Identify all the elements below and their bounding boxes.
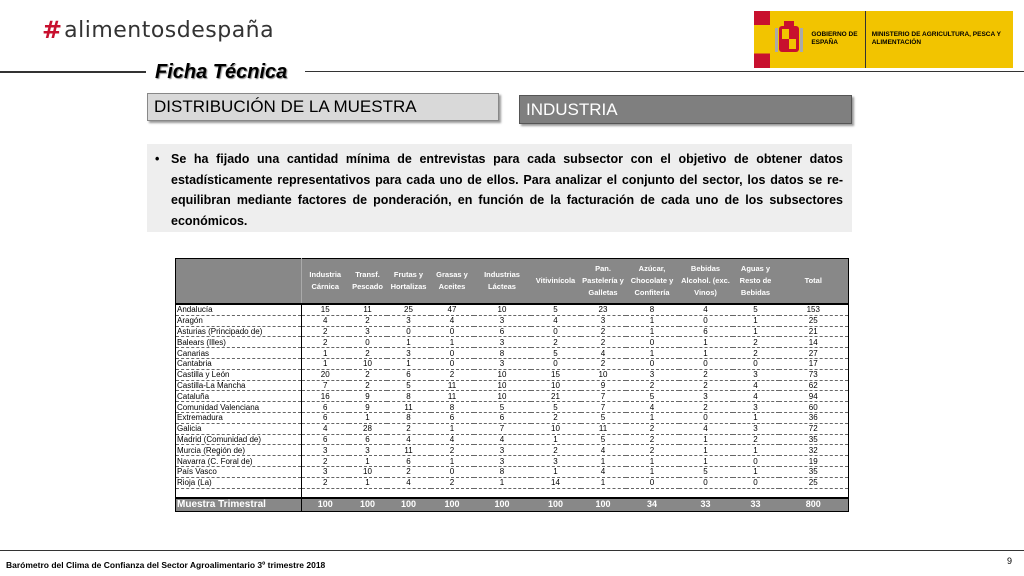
column-header: Grasas y Aceites <box>431 259 474 305</box>
value-cell: 10 <box>349 466 387 477</box>
value-cell: 33 <box>679 498 733 512</box>
value-cell: 8 <box>387 391 431 402</box>
value-cell: 8 <box>387 412 431 423</box>
value-cell: 3 <box>387 348 431 359</box>
spacer-cell <box>431 488 474 498</box>
region-cell: Asturias (Principado de) <box>176 326 302 337</box>
value-cell: 2 <box>626 423 679 434</box>
value-cell: 4 <box>581 348 626 359</box>
value-cell: 2 <box>581 326 626 337</box>
table-row <box>176 391 849 402</box>
footer-text: Barómetro del Clima de Confianza del Sector Agroalimentario 3º trimestre 2018 <box>6 560 326 570</box>
spacer-cell <box>733 488 779 498</box>
value-cell: 34 <box>626 498 679 512</box>
spacer-cell <box>679 488 733 498</box>
value-cell: 5 <box>733 304 779 315</box>
value-cell: 1 <box>626 466 679 477</box>
value-cell: 2 <box>626 434 679 445</box>
value-cell: 10 <box>474 391 531 402</box>
region-cell: Castilla-La Mancha <box>176 380 302 391</box>
value-cell: 3 <box>733 369 779 380</box>
value-cell: 60 <box>779 402 849 413</box>
table-row <box>176 337 849 348</box>
value-cell: 10 <box>474 369 531 380</box>
table-row <box>176 380 849 391</box>
value-cell: 2 <box>679 369 733 380</box>
value-cell: 7 <box>581 391 626 402</box>
value-cell: 3 <box>474 358 531 369</box>
value-cell: 9 <box>349 402 387 413</box>
value-cell: 1 <box>302 348 349 359</box>
value-cell: 2 <box>302 326 349 337</box>
value-cell: 5 <box>626 391 679 402</box>
value-cell: 1 <box>679 348 733 359</box>
value-cell: 3 <box>733 423 779 434</box>
value-cell: 0 <box>626 477 679 488</box>
value-cell: 2 <box>733 348 779 359</box>
value-cell: 2 <box>531 445 581 456</box>
value-cell: 21 <box>531 391 581 402</box>
region-cell: País Vasco <box>176 466 302 477</box>
value-cell: 33 <box>733 498 779 512</box>
value-cell: 1 <box>349 477 387 488</box>
footer-divider <box>0 550 1024 551</box>
value-cell: 1 <box>431 456 474 467</box>
value-cell: 6 <box>302 412 349 423</box>
value-cell: 0 <box>431 348 474 359</box>
column-header: Vitivinícola <box>531 259 581 305</box>
value-cell: 2 <box>431 369 474 380</box>
section-label: DISTRIBUCIÓN DE LA MUESTRA <box>147 93 499 121</box>
value-cell: 1 <box>474 477 531 488</box>
spacer-cell <box>581 488 626 498</box>
value-cell: 11 <box>387 445 431 456</box>
table-row <box>176 412 849 423</box>
value-cell: 14 <box>531 477 581 488</box>
region-cell: Cantabria <box>176 358 302 369</box>
value-cell: 100 <box>349 498 387 512</box>
region-cell: Madrid (Comunidad de) <box>176 434 302 445</box>
value-cell: 2 <box>581 358 626 369</box>
value-cell: 35 <box>779 466 849 477</box>
value-cell: 1 <box>431 337 474 348</box>
value-cell: 2 <box>349 348 387 359</box>
value-cell: 100 <box>531 498 581 512</box>
table-header-row <box>176 259 849 305</box>
value-cell: 3 <box>733 402 779 413</box>
value-cell: 19 <box>779 456 849 467</box>
spacer-cell <box>531 488 581 498</box>
column-header: Total <box>779 259 849 305</box>
value-cell: 0 <box>387 326 431 337</box>
value-cell: 0 <box>349 337 387 348</box>
value-cell: 1 <box>581 477 626 488</box>
spacer-cell <box>349 488 387 498</box>
value-cell: 1 <box>679 434 733 445</box>
value-cell: 2 <box>626 380 679 391</box>
value-cell: 62 <box>779 380 849 391</box>
value-cell: 10 <box>474 304 531 315</box>
value-cell: 1 <box>733 412 779 423</box>
table-row <box>176 445 849 456</box>
value-cell: 10 <box>474 380 531 391</box>
value-cell: 100 <box>387 498 431 512</box>
spacer-cell <box>626 488 679 498</box>
table-total-row <box>176 498 849 512</box>
value-cell: 47 <box>431 304 474 315</box>
value-cell: 25 <box>387 304 431 315</box>
value-cell: 1 <box>679 445 733 456</box>
value-cell: 6 <box>679 326 733 337</box>
table-spacer-row <box>176 488 849 498</box>
page-title: Ficha Técnica <box>155 61 288 83</box>
value-cell: 8 <box>474 348 531 359</box>
value-cell: 9 <box>581 380 626 391</box>
value-cell: 0 <box>733 358 779 369</box>
value-cell: 0 <box>679 477 733 488</box>
region-cell: Canarias <box>176 348 302 359</box>
value-cell: 5 <box>581 434 626 445</box>
table-row <box>176 348 849 359</box>
value-cell: 72 <box>779 423 849 434</box>
value-cell: 4 <box>302 315 349 326</box>
value-cell: 2 <box>302 337 349 348</box>
value-cell: 1 <box>733 315 779 326</box>
value-cell: 800 <box>779 498 849 512</box>
value-cell: 0 <box>733 477 779 488</box>
value-cell: 1 <box>679 337 733 348</box>
table-row <box>176 466 849 477</box>
value-cell: 4 <box>431 434 474 445</box>
value-cell: 1 <box>387 337 431 348</box>
value-cell: 2 <box>679 380 733 391</box>
value-cell: 4 <box>531 315 581 326</box>
gov-right-text: MINISTERIO DE AGRICULTURA, PESCA Y ALIMENTACIÓN <box>871 31 1001 46</box>
value-cell: 36 <box>779 412 849 423</box>
value-cell: 0 <box>531 326 581 337</box>
value-cell: 2 <box>387 466 431 477</box>
alimentos-de-espana-logo <box>42 14 274 46</box>
value-cell: 5 <box>581 412 626 423</box>
value-cell: 0 <box>626 337 679 348</box>
value-cell: 4 <box>474 434 531 445</box>
value-cell: 2 <box>349 369 387 380</box>
value-cell: 10 <box>349 358 387 369</box>
value-cell: 73 <box>779 369 849 380</box>
sample-distribution-table <box>175 258 849 512</box>
value-cell: 2 <box>431 445 474 456</box>
value-cell: 1 <box>626 412 679 423</box>
value-cell: 3 <box>387 315 431 326</box>
value-cell: 25 <box>779 315 849 326</box>
value-cell: 2 <box>531 337 581 348</box>
region-cell: Extremadura <box>176 412 302 423</box>
value-cell: 4 <box>387 477 431 488</box>
value-cell: 7 <box>581 402 626 413</box>
flag-icon <box>754 11 770 68</box>
region-cell: Castilla y León <box>176 369 302 380</box>
value-cell: 0 <box>679 315 733 326</box>
value-cell: 28 <box>349 423 387 434</box>
value-cell: 2 <box>349 380 387 391</box>
value-cell: 4 <box>626 402 679 413</box>
value-cell: 11 <box>349 304 387 315</box>
value-cell: 2 <box>581 337 626 348</box>
coat-of-arms-icon <box>770 11 808 68</box>
value-cell: 3 <box>474 445 531 456</box>
value-cell: 9 <box>349 391 387 402</box>
value-cell: 100 <box>474 498 531 512</box>
value-cell: 2 <box>626 445 679 456</box>
value-cell: 11 <box>431 380 474 391</box>
column-header: Industria Cárnica <box>302 259 349 305</box>
value-cell: 4 <box>679 304 733 315</box>
header-corner <box>176 259 302 305</box>
value-cell: 5 <box>531 402 581 413</box>
value-cell: 10 <box>531 380 581 391</box>
region-cell: Andalucía <box>176 304 302 315</box>
value-cell: 3 <box>679 391 733 402</box>
table-row <box>176 358 849 369</box>
value-cell: 2 <box>679 402 733 413</box>
value-cell: 3 <box>474 456 531 467</box>
value-cell: 0 <box>679 412 733 423</box>
value-cell: 2 <box>531 412 581 423</box>
value-cell: 0 <box>626 358 679 369</box>
table-row <box>176 402 849 413</box>
column-header: Bebidas Alcohol. (exc. Vinos) <box>679 259 733 305</box>
value-cell: 0 <box>733 456 779 467</box>
column-header: Transf. Pescado <box>349 259 387 305</box>
header-divider-left <box>0 71 146 73</box>
value-cell: 35 <box>779 434 849 445</box>
value-cell: 94 <box>779 391 849 402</box>
value-cell: 2 <box>387 423 431 434</box>
spacer-cell <box>387 488 431 498</box>
value-cell: 1 <box>431 423 474 434</box>
region-cell: Navarra (C. Foral de) <box>176 456 302 467</box>
value-cell: 6 <box>387 369 431 380</box>
value-cell: 32 <box>779 445 849 456</box>
gov-left-text: GOBIERNO DE ESPAÑA <box>807 11 865 68</box>
value-cell: 3 <box>302 466 349 477</box>
sector-label: INDUSTRIA <box>519 95 852 124</box>
table-row <box>176 477 849 488</box>
value-cell: 2 <box>431 477 474 488</box>
value-cell: 1 <box>531 434 581 445</box>
region-cell: Muestra Trimestral <box>176 498 302 512</box>
value-cell: 1 <box>679 456 733 467</box>
value-cell: 5 <box>474 402 531 413</box>
table-body <box>176 304 849 511</box>
value-cell: 1 <box>626 326 679 337</box>
value-cell: 7 <box>302 380 349 391</box>
value-cell: 6 <box>474 412 531 423</box>
value-cell: 100 <box>431 498 474 512</box>
value-cell: 1 <box>349 412 387 423</box>
value-cell: 10 <box>531 423 581 434</box>
value-cell: 15 <box>302 304 349 315</box>
government-logo <box>754 11 1013 68</box>
value-cell: 7 <box>474 423 531 434</box>
value-cell: 21 <box>779 326 849 337</box>
value-cell: 2 <box>733 337 779 348</box>
value-cell: 1 <box>626 348 679 359</box>
header-divider-right <box>305 71 1024 72</box>
column-header: Aguas y Resto de Bebidas <box>733 259 779 305</box>
region-cell: Comunidad Valenciana <box>176 402 302 413</box>
table-row <box>176 423 849 434</box>
table-row <box>176 456 849 467</box>
value-cell: 1 <box>531 466 581 477</box>
value-cell: 100 <box>302 498 349 512</box>
value-cell: 3 <box>531 456 581 467</box>
table-row <box>176 304 849 315</box>
table-row <box>176 315 849 326</box>
value-cell: 1 <box>626 456 679 467</box>
value-cell: 10 <box>581 369 626 380</box>
value-cell: 6 <box>474 326 531 337</box>
value-cell: 6 <box>302 434 349 445</box>
value-cell: 1 <box>387 358 431 369</box>
value-cell: 1 <box>349 456 387 467</box>
value-cell: 1 <box>733 445 779 456</box>
info-paragraph <box>147 144 852 232</box>
value-cell: 15 <box>531 369 581 380</box>
value-cell: 8 <box>431 402 474 413</box>
value-cell: 1 <box>733 326 779 337</box>
value-cell: 1 <box>302 358 349 369</box>
value-cell: 0 <box>431 326 474 337</box>
value-cell: 4 <box>581 466 626 477</box>
value-cell: 6 <box>431 412 474 423</box>
value-cell: 1 <box>733 466 779 477</box>
value-cell: 3 <box>474 315 531 326</box>
paragraph-text: Se ha fijado una cantidad mínima de entrevistas para cada subsector con el objetivo de obtener datos estadísticamente representativos para cada uno de ellos. Para analizar el conjunto del sector, los datos se re-equilibran mediante factores de ponderación, en función de la facturación de cada uno de los subsectores económicos. <box>171 152 843 228</box>
region-cell: Cataluña <box>176 391 302 402</box>
value-cell: 3 <box>581 315 626 326</box>
value-cell: 4 <box>679 423 733 434</box>
value-cell: 8 <box>626 304 679 315</box>
value-cell: 3 <box>302 445 349 456</box>
value-cell: 4 <box>733 380 779 391</box>
value-cell: 4 <box>581 445 626 456</box>
value-cell: 3 <box>626 369 679 380</box>
column-header: Azúcar, Chocolate y Confitería <box>626 259 679 305</box>
value-cell: 2 <box>349 315 387 326</box>
value-cell: 11 <box>387 402 431 413</box>
value-cell: 4 <box>431 315 474 326</box>
value-cell: 1 <box>626 315 679 326</box>
value-cell: 100 <box>581 498 626 512</box>
value-cell: 153 <box>779 304 849 315</box>
value-cell: 6 <box>349 434 387 445</box>
value-cell: 14 <box>779 337 849 348</box>
value-cell: 3 <box>474 337 531 348</box>
region-cell: Aragón <box>176 315 302 326</box>
column-header: Frutas y Hortalizas <box>387 259 431 305</box>
value-cell: 5 <box>387 380 431 391</box>
value-cell: 17 <box>779 358 849 369</box>
value-cell: 25 <box>779 477 849 488</box>
value-cell: 2 <box>302 456 349 467</box>
value-cell: 2 <box>302 477 349 488</box>
spacer-cell <box>302 488 349 498</box>
table-row <box>176 369 849 380</box>
region-cell: Balears (Illes) <box>176 337 302 348</box>
bullet-icon: • <box>155 152 160 166</box>
value-cell: 3 <box>349 445 387 456</box>
value-cell: 11 <box>581 423 626 434</box>
column-header: Pan. Pastelería y Galletas <box>581 259 626 305</box>
logo-hash: # <box>42 16 63 44</box>
value-cell: 5 <box>531 348 581 359</box>
table-row <box>176 434 849 445</box>
logo-text: alimentosdespaña <box>64 17 275 43</box>
region-cell: Murcia (Región de) <box>176 445 302 456</box>
value-cell: 0 <box>679 358 733 369</box>
value-cell: 8 <box>474 466 531 477</box>
value-cell: 5 <box>679 466 733 477</box>
region-cell: Galicia <box>176 423 302 434</box>
value-cell: 6 <box>387 456 431 467</box>
value-cell: 27 <box>779 348 849 359</box>
value-cell: 23 <box>581 304 626 315</box>
value-cell: 0 <box>431 466 474 477</box>
value-cell: 4 <box>733 391 779 402</box>
region-cell: Rioja (La) <box>176 477 302 488</box>
page-number: 9 <box>1006 556 1012 566</box>
column-header: Industrias Lácteas <box>474 259 531 305</box>
value-cell: 0 <box>531 358 581 369</box>
spacer-cell <box>176 488 302 498</box>
value-cell: 16 <box>302 391 349 402</box>
spacer-cell <box>474 488 531 498</box>
value-cell: 2 <box>733 434 779 445</box>
value-cell: 20 <box>302 369 349 380</box>
table-row <box>176 326 849 337</box>
value-cell: 4 <box>387 434 431 445</box>
value-cell: 11 <box>431 391 474 402</box>
value-cell: 5 <box>531 304 581 315</box>
value-cell: 0 <box>431 358 474 369</box>
spacer-cell <box>779 488 849 498</box>
value-cell: 4 <box>302 423 349 434</box>
value-cell: 6 <box>302 402 349 413</box>
value-cell: 3 <box>349 326 387 337</box>
value-cell: 1 <box>581 456 626 467</box>
